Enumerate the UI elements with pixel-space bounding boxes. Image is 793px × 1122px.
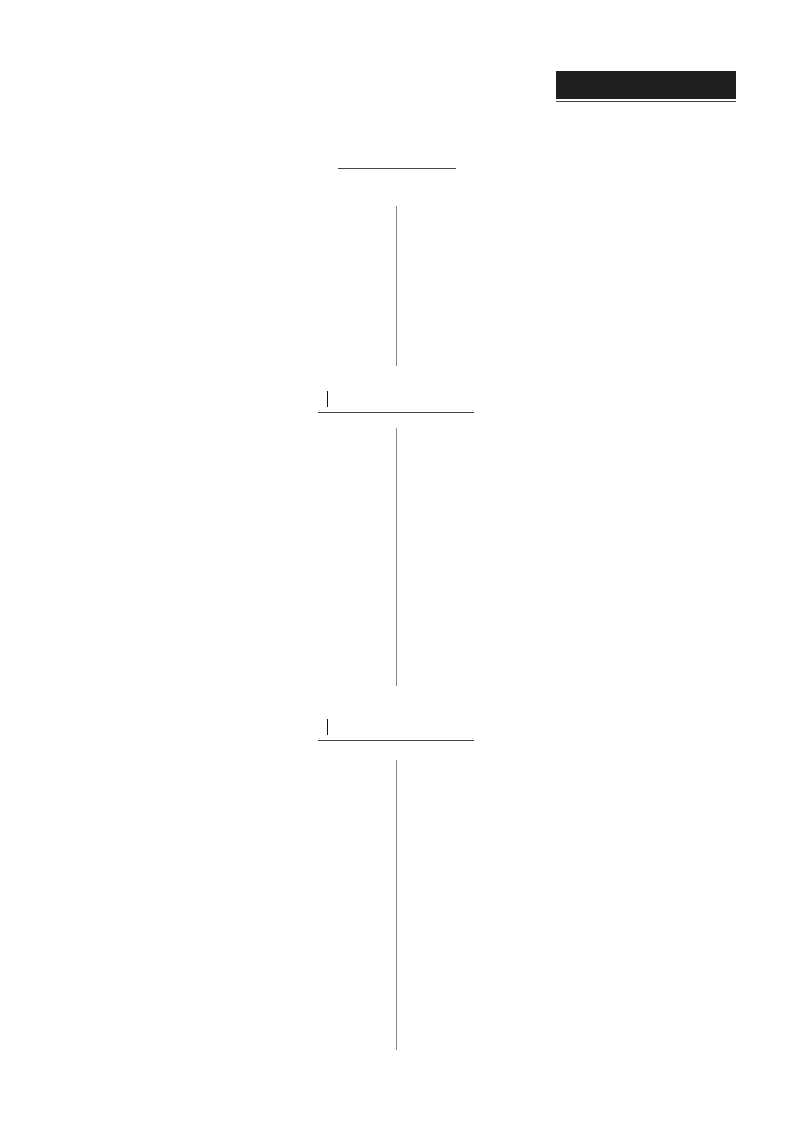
toc-entry[interactable] (410, 626, 737, 646)
toc-entry[interactable] (410, 567, 737, 587)
toc-entry[interactable] (57, 1006, 384, 1026)
toc-entry[interactable] (57, 344, 384, 364)
toc-entry[interactable] (57, 829, 384, 849)
toc-entry[interactable] (57, 206, 384, 226)
toc-entry[interactable] (410, 906, 737, 926)
toc-entry[interactable] (57, 549, 384, 569)
toc-entry[interactable] (57, 786, 384, 806)
toc-entry[interactable] (410, 304, 737, 324)
title-separator (327, 719, 328, 735)
toc-entry[interactable] (57, 894, 384, 914)
toc-entry[interactable] (410, 845, 737, 865)
title-separator (327, 391, 328, 407)
toc-entry[interactable] (410, 206, 737, 226)
toc-entry[interactable] (57, 265, 384, 285)
toc-entry[interactable] (57, 509, 384, 529)
toc-entry[interactable] (57, 226, 384, 246)
toc-entry[interactable] (410, 988, 737, 1008)
toc-entry[interactable] (410, 428, 737, 448)
toc-entry[interactable] (410, 886, 737, 906)
toc-entry[interactable] (410, 344, 737, 364)
column-divider (396, 206, 397, 366)
toc-entry[interactable] (57, 806, 384, 826)
toc-entry[interactable] (410, 804, 737, 824)
toc-entry[interactable] (410, 764, 737, 784)
toc-entry[interactable] (410, 508, 737, 528)
toc-entry[interactable] (57, 324, 384, 344)
toc-entry[interactable] (57, 983, 384, 1003)
toc-entry[interactable] (410, 245, 737, 265)
toc-entry[interactable] (410, 824, 737, 844)
toc-entry[interactable] (410, 607, 737, 627)
toc-entry[interactable] (57, 607, 384, 627)
contents-logo (556, 71, 736, 99)
toc-entry[interactable] (57, 285, 384, 305)
toc-entry[interactable] (57, 917, 384, 937)
toc-entry[interactable] (57, 666, 384, 686)
toc-entry[interactable] (57, 529, 384, 549)
toc-entry[interactable] (410, 666, 737, 686)
toc-entry[interactable] (57, 489, 384, 509)
section-title-underline (318, 740, 474, 741)
logo-underline (556, 101, 736, 102)
toc-entry[interactable] (57, 646, 384, 666)
toc-entry[interactable] (410, 969, 737, 989)
toc-entry[interactable] (57, 961, 384, 981)
toc-entry[interactable] (410, 265, 737, 285)
toc-entry[interactable] (57, 852, 384, 872)
toc-entry[interactable] (57, 1027, 384, 1047)
toc-entry[interactable] (57, 939, 384, 959)
toc-entry[interactable] (410, 226, 737, 246)
section-title-underline (338, 168, 456, 169)
section-title-underline (318, 412, 474, 413)
column-divider (396, 428, 397, 686)
section-title-keshi (319, 718, 336, 737)
toc-entry[interactable] (410, 285, 737, 305)
column-divider (396, 760, 397, 1050)
toc-entry[interactable] (410, 784, 737, 804)
toc-entry[interactable] (57, 568, 384, 588)
toc-entry[interactable] (410, 927, 737, 947)
toc-entry[interactable] (57, 874, 384, 894)
toc-entry[interactable] (57, 469, 384, 489)
toc-entry[interactable] (57, 588, 384, 608)
toc-entry[interactable] (410, 528, 737, 548)
toc-entry[interactable] (57, 305, 384, 325)
toc-entry[interactable] (57, 764, 384, 784)
toc-entry[interactable] (410, 947, 737, 967)
toc-entry[interactable] (410, 587, 737, 607)
toc-entry[interactable] (410, 865, 737, 885)
toc-entry[interactable] (57, 627, 384, 647)
toc-entry[interactable] (57, 245, 384, 265)
section-title-zhishi (319, 390, 336, 409)
toc-entry[interactable] (410, 547, 737, 567)
toc-entry[interactable] (410, 448, 737, 468)
toc-entry[interactable] (410, 646, 737, 666)
